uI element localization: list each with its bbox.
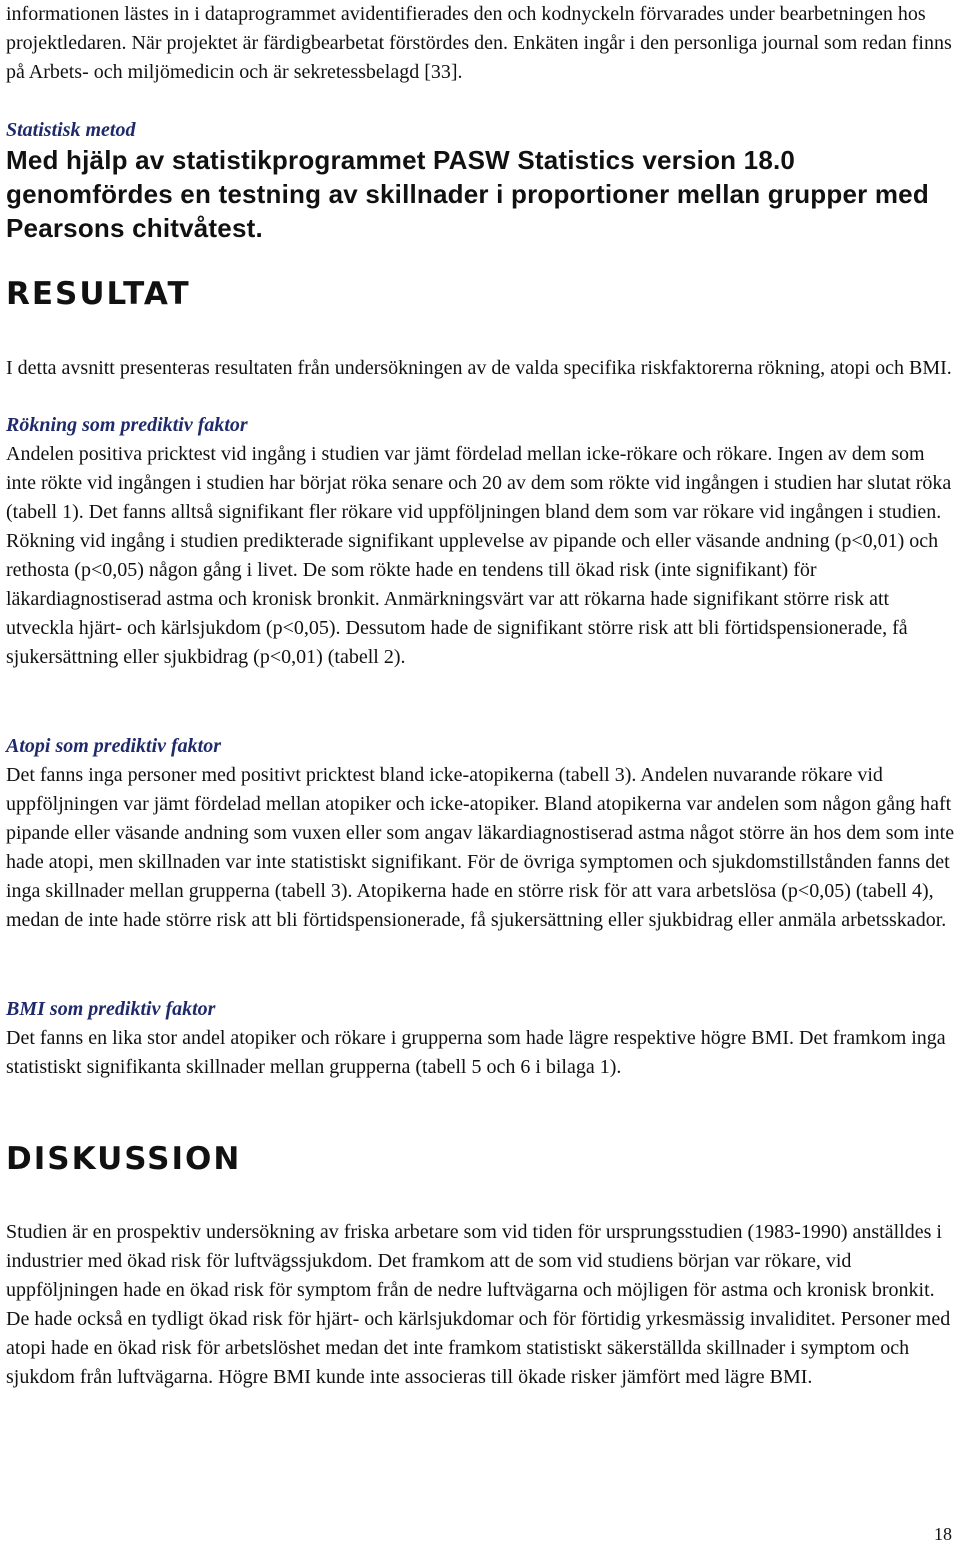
- intro-paragraph: informationen lästes in i dataprogrammet avidentifierades den och kodnyckeln förvarades under bearbetningen hos projektledaren. När projektet är färdigbearbetat förstördes den. Enkäten ingår i den personliga journal som redan finns på Arbets- och miljömedicin och är sekretessbelagd [33].: [6, 3, 952, 83]
- page-number: 18: [934, 1524, 952, 1544]
- bmi-paragraph: Det fanns en lika stor andel atopiker och rökare i grupperna som hade lägre respektive högre BMI. Det framkom inga statistiskt signifikanta skillnader mellan grupperna (tabell 5 och 6 i bilaga 1).: [6, 1027, 946, 1078]
- results-heading: RESULTAT: [6, 276, 191, 312]
- discussion-heading: DISKUSSION: [6, 1141, 242, 1177]
- atopy-subheading: Atopi som prediktiv faktor: [6, 735, 221, 757]
- atopy-paragraph: Det fanns inga personer med positivt pricktest bland icke-atopikerna (tabell 3). Andelen nuvarande rökare vid uppföljningen var jämt fördelad mellan atopiker och icke-atopiker. Bland atopikerna var andelen som någon gång haft pipande eller väsande andning som vuxen eller som angav läkardiagnostiserad astma något större än hos dem som inte hade atopi, men skillnaden var inte statistiskt signifikant. För de övriga symptomen och sjukdomstillstånden fanns det inga skillnader mellan grupperna (tabell 3). Atopikerna hade en större risk för att vara arbetslösa (p<0,05) (tabell 4), medan de inte hade större risk att bli förtidspensionerade, få sjukersättning eller sjukbidrag eller anmäla arbetsskador.: [6, 764, 955, 931]
- bmi-subheading: BMI som prediktiv faktor: [6, 998, 216, 1020]
- smoking-paragraph: Andelen positiva pricktest vid ingång i studien var jämt fördelad mellan icke-rökare och rökare. Ingen av dem som inte rökte vid ingången i studien har börjat röka senare och 20 av dem som rökte vid ingången i studien har slutat röka (tabell 1). Det fanns alltså signifikant fler rökare vid uppföljningen bland dem som var rökare vid ingången i studien. Rökning vid ingång i studien predikterade signifikant upplevelse av pipande och eller väsande andning (p<0,01) och rethosta (p<0,05) någon gång i livet. De som rökte hade en tendens till ökad risk (inte signifikant) för läkardiagnostiserad astma och kronisk bronkit. Anmärkningsvärt var att rökarna hade signifikant större risk att utveckla hjärt- och kärlsjukdom (p<0,05). Dessutom hade de signifikant större risk att bli förtidspensionerade, få sjukersättning eller sjukbidrag (p<0,01) (tabell 2).: [6, 443, 952, 668]
- discussion-paragraph: Studien är en prospektiv undersökning av friska arbetare som vid tiden för ursprungsstudien (1983-1990) anställdes i industrier med ökad risk för luftvägssjukdom. Det framkom att de som vid studiens början var rökare, vid uppföljningen hade en ökad risk för symptom från de nedre luftvägarna och möjligen för astma och kronisk bronkit. De hade också en tydligt ökad risk för hjärt- och kärlsjukdomar och för förtidig yrkesmässig invaliditet. Personer med atopi hade en ökad risk för arbetslöshet medan det inte framkom statistiskt säkerställda skillnader i symptom och sjukdom från luftvägarna. Högre BMI kunde inte associeras till ökade risker jämfört med lägre BMI.: [6, 1221, 951, 1388]
- method-paragraph: Med hjälp av statistikprogrammet PASW Statistics version 18.0 genomfördes en testning av skillnader i proportioner mellan grupper med Pearsons chitvåtest.: [6, 145, 929, 243]
- smoking-subheading: Rökning som prediktiv faktor: [6, 414, 248, 436]
- method-subheading: Statistisk metod: [6, 119, 136, 141]
- results-intro-paragraph: I detta avsnitt presenteras resultaten från undersökningen av de valda specifika riskfaktorerna rökning, atopi och BMI.: [6, 357, 952, 379]
